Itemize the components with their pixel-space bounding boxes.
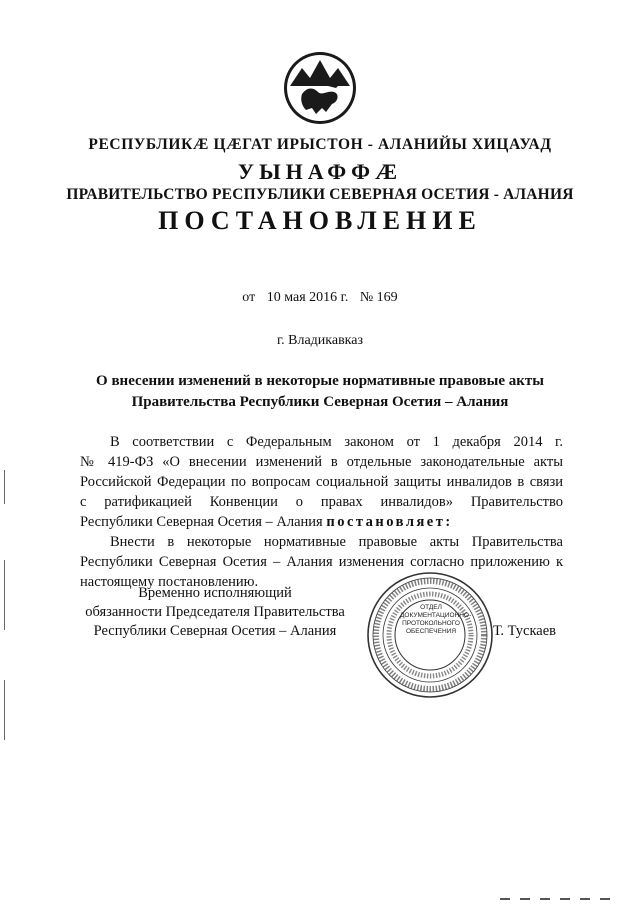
signatory-line-1: Временно исполняющий [138,585,292,601]
signatory-line-3: Республики Северная Осетия – Алания [93,623,337,639]
stamp-text [400,604,472,636]
body-line: настоящему постановлению. [80,574,259,590]
signatory-line-2: обязанности Председателя Правительства [85,604,345,620]
stamp-line: ПРОТОКОЛЬНОГО [402,620,460,627]
stamp-line: ДОКУМЕНТАЦИОННО- [400,612,472,619]
signatory-title [80,584,350,641]
body-line-prefix: Республики Северная Осетия – Алания [80,514,323,530]
stamp-line: ОТДЕЛ [420,604,442,611]
subject-line-1: О внесении изменений в некоторые нормативные правовые акты [96,373,544,389]
date-number-line [0,290,640,306]
document-number: № 169 [359,290,398,305]
coat-of-arms-icon [282,50,358,126]
date-prefix: от [242,290,256,305]
margin-mark [4,470,5,504]
margin-mark [4,680,5,740]
body-line: с ратификацией Конвенции о правах инвалидов» Правительство [80,494,563,510]
body-line: Республики Северная Осетия – Алания изменения согласно приложению к [80,554,563,570]
body-line: В соответствии с Федеральным законом от 1 декабря 2014 г. [110,434,563,450]
document-title: ПОСТАНОВЛЕНИЕ [158,206,482,235]
header-russian: ПРАВИТЕЛЬСТВО РЕСПУБЛИКИ СЕВЕРНАЯ ОСЕТИЯ - АЛАНИЯ [66,186,574,203]
body-text [80,432,563,592]
city: г. Владикавказ [276,333,364,348]
margin-mark [4,560,5,630]
stamp-line: ОБЕСПЕЧЕНИЯ [405,628,457,635]
body-line: Российской Федерации по вопросам социальной защиты инвалидов в связи [80,474,563,490]
subject-line-2: Правительства Республики Северная Осетия – Алания [131,394,509,410]
header-ossetian-title: УЫНАФФӔ [237,159,403,184]
scan-artifact [500,898,620,900]
header-ossetian: РЕСПУБЛИКӔ ЦӔГАТ ИРЫСТОН - АЛАНИЙЫ ХИЦАУАД [88,136,552,153]
decree-word: постановляет: [326,514,453,530]
body-line: № 419-ФЗ «О внесении изменений в отдельные законодательные акты [80,454,563,470]
document-date: 10 мая 2016 г. [266,290,349,305]
body-line [80,512,563,532]
signatory-name: Т. Тускаев [493,623,557,639]
body-line: Внести в некоторые нормативные правовые акты Правительства [110,534,563,550]
